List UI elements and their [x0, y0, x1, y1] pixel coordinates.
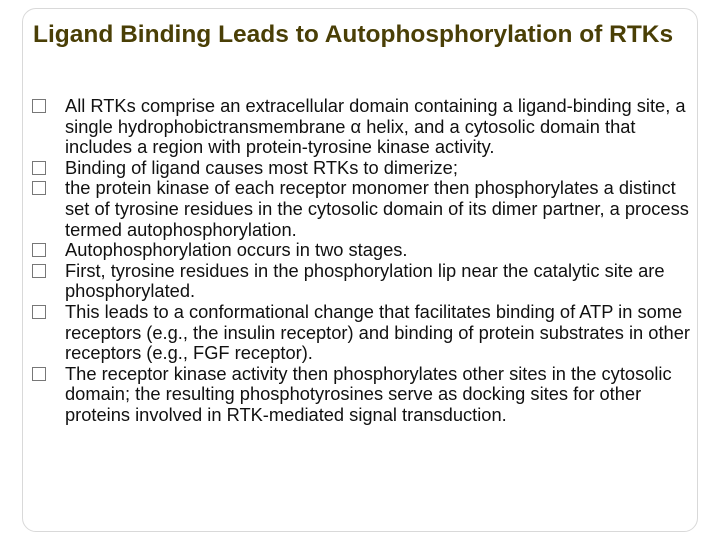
bullet-item [32, 158, 702, 179]
slide-title: Ligand Binding Leads to Autophosphorylation of RTKs [33, 21, 674, 48]
bullet-square-icon [32, 161, 46, 175]
bullet-item [32, 96, 702, 158]
bullet-text: Binding of ligand causes most RTKs to dimerize; [65, 156, 458, 178]
bullet-square-icon [32, 181, 46, 195]
bullet-square-icon [32, 367, 46, 381]
bullet-item [32, 302, 702, 364]
bullet-text: This leads to a conformational change that facilitates binding of ATP in some receptors (e.g., the insulin receptor) and binding of protein substrates in other receptors (e.g., FGF receptor). [65, 300, 690, 364]
bullet-text: All RTKs comprise an extracellular domain containing a ligand-binding site, a single hydrophobictransmembrane α helix, and a cytosolic domain that includes a region with protein-tyrosine kinase activity. [65, 95, 686, 158]
bullet-list [32, 96, 702, 426]
bullet-square-icon [32, 264, 46, 278]
bullet-text: The receptor kinase activity then phosphorylates other sites in the cytosolic domain; the resulting phosphotyrosines serve as docking sites for other proteins involved in RTK-mediated signal transduction. [65, 362, 672, 425]
bullet-square-icon [32, 305, 46, 319]
bullet-text: the protein kinase of each receptor monomer then phosphorylates a distinct set of tyrosine residues in the cytosolic domain of its dimer partner, a process termed autophosphorylation. [65, 177, 689, 240]
bullet-square-icon [32, 243, 46, 257]
bullet-item [32, 240, 702, 261]
bullet-item [32, 178, 702, 240]
bullet-text: First, tyrosine residues in the phosphorylation lip near the catalytic site are phosphorylated. [65, 259, 665, 302]
bullet-item [32, 364, 702, 426]
bullet-square-icon [32, 99, 46, 113]
bullet-item [32, 261, 702, 302]
bullet-text: Autophosphorylation occurs in two stages. [65, 239, 408, 261]
